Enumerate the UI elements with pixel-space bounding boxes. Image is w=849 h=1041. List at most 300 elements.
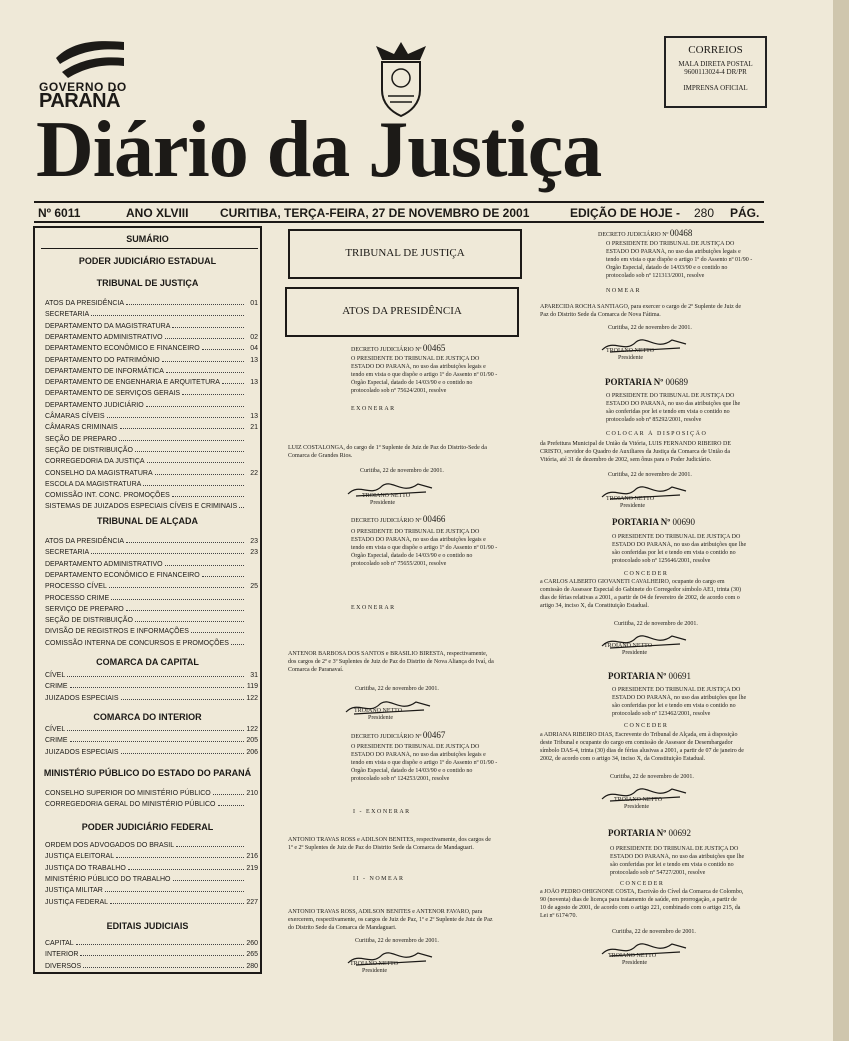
signer-name: TROIANO NETTO [362, 493, 411, 499]
decree-label: DECRETO JUDICIÁRIO Nº [351, 518, 422, 524]
text-line: são conferidas por lei e tendo em vista o contido no [612, 550, 736, 556]
summary-row-label: SECRETARIA [45, 311, 90, 319]
summary-row-label: DEPARTAMENTO DE ENGENHARIA E ARQUITETURA [45, 379, 220, 387]
text-line: da Prefeitura Municipal de União da Vitória, LUIS FERNANDO RIBEIRO DE [540, 441, 731, 447]
text-line: são conferidas por lei e tendo em vista o contido no [606, 409, 730, 415]
text-line: protocolado sob nº 75655/2001, resolve [351, 561, 447, 567]
section-capital: COMARCA DA CAPITAL [96, 657, 199, 667]
summary-row-leader [172, 492, 244, 497]
signer-name: TROIANO NETTO [608, 953, 657, 959]
summary-row-label: ATOS DA PRESIDÊNCIA [45, 538, 125, 545]
divider-bottom [34, 221, 764, 223]
summary-row [45, 379, 258, 386]
atos-header-text: ATOS DA PRESIDÊNCIA [342, 305, 462, 317]
text-line: Lei nº 6174/70. [540, 913, 578, 919]
summary-row-leader [121, 695, 244, 700]
summary-row-leader [105, 887, 244, 892]
text-line: O PRESIDENTE DO TRIBUNAL DE JUSTIÇA DO [351, 529, 480, 535]
summary-row-leader [126, 606, 244, 611]
summary-row [45, 300, 258, 307]
summary-row-leader [70, 683, 244, 688]
summary-row [45, 583, 258, 590]
text-line: Órgão Especial, datado de 14/03/90 e o contido no [606, 265, 728, 271]
summary-row-label: SEÇÃO DE PREPARO [45, 435, 117, 443]
summary-row [45, 801, 258, 808]
summary-row-page: 13 [250, 413, 258, 420]
decree-466-action: EXONERAR [351, 605, 396, 611]
summary-row-page: 206 [246, 748, 258, 756]
summary-row-leader [165, 334, 244, 339]
summary-row-page [246, 572, 258, 579]
text-line: artigo 34, inciso X, da Constituição Estadual. [540, 603, 649, 609]
summary-row [45, 606, 258, 613]
text-line: tendo em vista o que dispõe o artigo 1º do Assento nº 01/90 - [351, 545, 498, 551]
summary-row-page [246, 402, 258, 409]
summary-row [45, 561, 258, 568]
decree-468-title [598, 228, 692, 238]
summary-row-label: DEPARTAMENTO DO PATRIMÔNIO [45, 356, 160, 364]
summary-row [45, 334, 258, 341]
summary-rule [41, 248, 258, 249]
summary-row-leader [126, 300, 244, 305]
summary-row-page: 219 [246, 864, 258, 872]
summary-row-page [246, 503, 258, 510]
section-mp: MINISTÉRIO PÚBLICO DO ESTADO DO PARANÁ [43, 768, 252, 778]
text-line: APARECIDA ROCHA SANTIAGO, para exercer o cargo de 2º Suplente de Juiz de [540, 304, 741, 310]
summary-row [45, 865, 258, 872]
summary-row-page [246, 640, 258, 647]
portaria-label: PORTARIA Nº [608, 671, 667, 681]
text-line: O PRESIDENTE DO TRIBUNAL DE JUSTIÇA DO [351, 356, 480, 362]
summary-row-page: 23 [250, 549, 258, 557]
summary-row-label: DIVERSOS [45, 962, 82, 970]
summary-row-label: SEÇÃO DE DISTRIBUIÇÃO [45, 446, 133, 454]
summary-row [45, 390, 258, 397]
summary-row-label: DIVISÃO DE REGISTROS E INFORMAÇÕES [45, 628, 189, 636]
portaria-label: PORTARIA Nº [612, 517, 671, 527]
tribunal-header-text: TRIBUNAL DE JUSTIÇA [345, 247, 465, 259]
signer-name: TROIANO NETTO [606, 496, 655, 502]
text-line: a JOÃO PEDRO OHIGNONE COSTA, Escrivão do Cível da Comarca de Colombo, [540, 889, 744, 895]
summary-row-page: 210 [246, 790, 258, 797]
summary-row-label: CORREGEDORIA DA JUSTIÇA [45, 458, 145, 466]
issue-year: ANO XLVIII [126, 206, 189, 220]
page-count: 280 [694, 206, 715, 220]
text-line: do Distrito Sede da Comarca de Mandaguari. [288, 925, 397, 931]
sign-date: Curitiba, 22 de novembro de 2001. [355, 938, 439, 944]
text-line: ESTADO DO PARANÁ, no uso das atribuições legais e [351, 752, 486, 758]
summary-row-page: 23 [250, 538, 258, 545]
summary-row-label: INTERIOR [45, 951, 79, 959]
text-line: ESTADO DO PARANÁ, no uso das atribuições que lhe [612, 542, 747, 548]
summary-row-leader [120, 424, 244, 429]
summary-row-page [246, 887, 258, 894]
decree-468-action: NOMEAR [606, 288, 642, 294]
summary-row-label: CÂMARAS CRIMINAIS [45, 424, 118, 432]
correios-line-1: MALA DIRETA POSTAL [678, 60, 753, 68]
signer-name: TROIANO NETTO [354, 708, 403, 714]
text-line: ESTADO DO PARANÁ, no uso das atribuições legais e [351, 364, 486, 370]
correios-line-3: IMPRENSA OFICIAL [683, 84, 748, 92]
summary-row-page [246, 617, 258, 624]
signer-role: Presidente [624, 804, 649, 810]
summary-row-leader [146, 402, 244, 407]
portaria-689-title [605, 377, 688, 387]
text-line: O PRESIDENTE DO TRIBUNAL DE JUSTIÇA DO [612, 687, 741, 693]
summary-row-label: SECRETARIA [45, 549, 90, 557]
signer-name: TROIANO NETTO [350, 961, 399, 967]
summary-row-page: 122 [246, 694, 258, 702]
summary-row [45, 345, 258, 352]
portaria-number: 00689 [665, 377, 688, 387]
text-line: ANTENOR BARBOSA DOS SANTOS e BRASILIO BIRESTA, respectivamente, [288, 651, 488, 657]
summary-row-leader [147, 458, 244, 463]
summary-row-leader [182, 390, 244, 395]
summary-row-page: 04 [250, 345, 258, 353]
summary-row-page: 01 [250, 300, 258, 307]
summary-row [45, 842, 258, 849]
summary-row-leader [67, 672, 244, 677]
text-line: Vitória, até 31 de dezembro de 2002, sem ônus para o Poder Judiciário. [540, 457, 712, 463]
summary-row-page: 31 [250, 672, 258, 679]
portaria-692-title [608, 828, 691, 838]
summary-row-leader [191, 628, 244, 633]
summary-row [45, 368, 258, 375]
summary-row-label: DEPARTAMENTO DA MAGISTRATURA [45, 322, 171, 330]
summary-row-label: JUSTIÇA DO TRABALHO [45, 864, 126, 872]
summary-row-label: JUIZADOS ESPECIAIS [45, 694, 119, 702]
summary-row [45, 672, 258, 679]
summary-row [45, 617, 258, 624]
sign-date: Curitiba, 22 de novembro de 2001. [614, 621, 698, 627]
text-line: 1º e 2º Suplentes de Juiz de Paz do Distrito Sede da Comarca de Mandaguari. [288, 845, 474, 851]
decree-465-action: EXONERAR [351, 406, 396, 412]
signer-role: Presidente [622, 650, 647, 656]
section-tj: TRIBUNAL DE JUSTIÇA [96, 278, 199, 288]
summary-row-label: CRIME [45, 683, 68, 691]
summary-row-leader [222, 379, 244, 384]
portaria-690-title [612, 517, 695, 527]
summary-row [45, 951, 258, 958]
summary-row-page: 21 [250, 424, 258, 432]
text-line: Órgão Especial, datado de 14/03/90 e o contido no [351, 553, 473, 559]
text-line: 2002, de acordo com o artigo 34, inciso X, da Constituição Estadual. [540, 756, 706, 762]
summary-row [45, 899, 258, 906]
portaria-691-action: CONCEDER [624, 723, 669, 729]
portaria-number: 00691 [668, 671, 691, 681]
summary-row [45, 492, 258, 499]
summary-row-label: DEPARTAMENTO JUDICIÁRIO [45, 401, 144, 409]
summary-row-page: 119 [246, 683, 258, 691]
text-line: a ADRIANA RIBEIRO DIAS, Escrevente do Tribunal de Alçada, em à disposição [540, 732, 738, 738]
summary-row [45, 940, 258, 947]
summary-row [45, 726, 258, 733]
summary-title: SUMÁRIO [126, 234, 169, 244]
summary-row-label: SERVIÇO DE PREPARO [45, 605, 124, 613]
portaria-label: PORTARIA Nº [608, 828, 667, 838]
text-line: ESTADO DO PARANÁ, no uso das atribuições legais e [351, 537, 486, 543]
decree-467-action-1: I - EXONERAR [353, 809, 411, 815]
text-line: LUIZ COSTALONGA, do cargo de 1º Suplente de Juiz de Paz do Distrito-Sede da [288, 445, 487, 451]
signer-role: Presidente [362, 968, 387, 974]
portaria-689-action: COLOCAR À DISPOSIÇÃO [606, 431, 708, 437]
portaria-691-title [608, 671, 691, 681]
logo-text-top: GOVERNO DO [39, 80, 127, 94]
summary-row-label: CONSELHO SUPERIOR DO MINISTÉRIO PÚBLICO [45, 790, 211, 797]
text-line: protocolado sob nº 124253/2001, resolve [351, 776, 450, 782]
signer-role: Presidente [370, 500, 395, 506]
text-line: ESTADO DO PARANÁ, no uso das atribuições que lhe [612, 695, 747, 701]
signer-role: Presidente [618, 355, 643, 361]
summary-row [45, 853, 258, 860]
summary-row [45, 402, 258, 409]
summary-row-page [246, 481, 258, 488]
summary-row-leader [176, 842, 244, 847]
summary-row-page: 265 [246, 951, 258, 959]
summary-row-page: 13 [250, 356, 258, 364]
signer-role: Presidente [622, 960, 647, 966]
text-line: O PRESIDENTE DO TRIBUNAL DE JUSTIÇA DO [606, 241, 735, 247]
summary-row-label: CONSELHO DA MAGISTRATURA [45, 469, 153, 477]
summary-row-leader [135, 617, 244, 622]
summary-row-leader [162, 357, 244, 362]
signer-name: TROIANO NETTO [606, 348, 655, 354]
summary-row [45, 436, 258, 443]
summary-row-label: COMISSÃO INT. CONC. PROMOÇÕES [45, 492, 170, 500]
text-line: 10 de agosto de 2001, de acordo com o artigo 221, combinado com o artigo 215, da [540, 905, 741, 911]
decree-467-action-2: II - NOMEAR [353, 876, 405, 882]
text-line: Comarca de Grandes Rios. [288, 453, 353, 459]
summary-row-label: JUSTIÇA FEDERAL [45, 898, 109, 906]
summary-row-page: 25 [250, 583, 258, 591]
decree-465-title [351, 343, 445, 353]
summary-row-page [246, 492, 258, 499]
portaria-690-action: CONCEDER [624, 571, 669, 577]
summary-row-page [246, 606, 258, 613]
summary-row-leader [128, 865, 244, 870]
summary-row-page: 216 [246, 853, 258, 861]
summary-row-page: 13 [250, 379, 258, 387]
summary-row-leader [107, 413, 244, 418]
summary-row [45, 413, 258, 420]
summary-row [45, 572, 258, 579]
sign-date: Curitiba, 22 de novembro de 2001. [360, 468, 444, 474]
text-line: tendo em vista o que dispõe o artigo 1º do Assento nº 01/90 - [351, 372, 498, 378]
summary-row-page [246, 390, 258, 397]
summary-row-leader [126, 538, 244, 543]
text-line: símbolo DAS-4, trinta (30) dias de férias alusivas a 2001, a partir de 07 de janeiro de [540, 748, 744, 754]
summary-row-page [246, 458, 258, 465]
signer-role: Presidente [620, 503, 645, 509]
summary-row-leader [110, 899, 244, 904]
summary-row-page: 227 [246, 898, 258, 906]
summary-row-leader [218, 801, 245, 806]
text-line: protocolado sob nº 121313/2001, resolve [606, 273, 705, 279]
summary-row-page [246, 311, 258, 318]
section-ta: TRIBUNAL DE ALÇADA [97, 516, 198, 526]
text-line: protocolado sob nº 85292/2001, resolve [606, 417, 702, 423]
summary-row-label: SEÇÃO DE DISTRIBUIÇÃO [45, 617, 133, 625]
summary-row [45, 470, 258, 477]
summary-row-label: PROCESSO CÍVEL [45, 583, 107, 591]
decree-467-title [351, 730, 445, 740]
summary-row-label: DEPARTAMENTO ECONÔMICO E FINANCEIRO [45, 345, 200, 353]
summary-row-leader [91, 311, 244, 316]
section-federal: PODER JUDICIÁRIO FEDERAL [81, 822, 214, 832]
section-interior: COMARCA DO INTERIOR [93, 712, 202, 722]
correios-line-2: 9600113024-4 DR/PR [684, 68, 747, 76]
edition-label: EDIÇÃO DE HOJE - [570, 206, 681, 220]
summary-row-label: DEPARTAMENTO DE INFORMÁTICA [45, 367, 164, 375]
correios-stamp [664, 36, 767, 108]
text-line: protocolado sob nº 123462/2001, resolve [612, 711, 711, 717]
text-line: Órgão Especial, datado de 14/03/90 e o contido no [351, 768, 473, 774]
text-line: ESTADO DO PARANÁ, no uso das atribuições que lhe [606, 401, 741, 407]
summary-row-leader [239, 503, 244, 508]
decree-label: DECRETO JUDICIÁRIO Nº [598, 232, 669, 238]
summary-row-leader [173, 876, 244, 881]
sign-date: Curitiba, 22 de novembro de 2001. [608, 472, 692, 478]
signer-role: Presidente [368, 715, 393, 721]
summary-row [45, 503, 258, 510]
decree-label: DECRETO JUDICIÁRIO Nº [351, 347, 422, 353]
summary-row-label: CÂMARAS CÍVEIS [45, 413, 105, 420]
summary-row [45, 640, 258, 647]
text-line: 90 (noventa) dias de licença para tratamento de saúde, em prorrogação, a partir de [540, 897, 737, 903]
text-line: Órgão Especial, datado de 14/03/90 e o contido no [351, 380, 473, 386]
summary-row [45, 538, 258, 545]
sign-date: Curitiba, 22 de novembro de 2001. [612, 929, 696, 935]
text-line: Paz do Distrito Sede da Comarca de Nova Fátima. [540, 312, 661, 318]
summary-row-page: 205 [246, 737, 258, 745]
summary-row [45, 628, 258, 635]
issue-place-date: CURITIBA, TERÇA-FEIRA, 27 DE NOVEMBRO DE 2001 [220, 206, 530, 220]
summary-row [45, 311, 258, 318]
summary-row-page [246, 801, 258, 808]
summary-row-leader [143, 481, 244, 486]
summary-row [45, 481, 258, 488]
summary-row-leader [80, 951, 244, 956]
text-line: ANTONIO TRAVAS ROSS, ADILSON BENITES e ANTENOR FAVARO, para [288, 909, 483, 915]
decree-number: 00466 [422, 514, 446, 524]
summary-row-label: SISTEMAS DE JUIZADOS ESPECIAIS CÍVEIS E CRIMINAIS [45, 503, 238, 511]
decree-number: 00467 [422, 730, 446, 740]
masthead-title: Diário da Justiça [36, 106, 602, 194]
summary-row [45, 549, 258, 556]
summary-row-page [246, 447, 258, 454]
summary-row-label: ESCOLA DA MAGISTRATURA [45, 480, 142, 488]
summary-row-label: PROCESSO CRIME [45, 594, 110, 602]
text-line: tendo em vista o que dispõe o artigo 1º do Assento nº 01/90 - [606, 257, 753, 263]
summary-row-leader [116, 853, 244, 858]
summary-row-page [246, 842, 258, 849]
summary-row-leader [213, 790, 244, 795]
text-line: protocolado sob nº 75624/2001, resolve [351, 388, 447, 394]
text-line: O PRESIDENTE DO TRIBUNAL DE JUSTIÇA DO [351, 744, 480, 750]
text-line: tendo em vista o que dispõe o artigo 1º do Assento nº 01/90 - [351, 760, 498, 766]
divider-top [34, 201, 764, 203]
summary-row-label: JUSTIÇA MILITAR [45, 887, 103, 895]
portaria-number: 00692 [668, 828, 691, 838]
tribunal-header [288, 229, 522, 279]
summary-row-leader [202, 572, 244, 577]
summary-row-label: JUIZADOS ESPECIAIS [45, 748, 119, 756]
summary-row-label: MINISTÉRIO PÚBLICO DO TRABALHO [45, 875, 171, 883]
summary-row-leader [119, 436, 244, 441]
sign-date: Curitiba, 22 de novembro de 2001. [355, 686, 439, 692]
text-line: ANTONIO TRAVAS ROSS e ADILSON BENITES, respectivamente, dos cargos de [288, 837, 491, 843]
summary-row-label: CÍVEL [45, 726, 66, 733]
section-power-state: PODER JUDICIÁRIO ESTADUAL [78, 256, 217, 266]
summary-row-page [246, 368, 258, 375]
summary-row-page: 22 [250, 469, 258, 477]
summary-row-page [246, 436, 258, 443]
text-line: ESTADO DO PARANÁ, no uso das atribuições legais e [606, 249, 741, 255]
summary-row-page [246, 628, 258, 635]
text-line: O PRESIDENTE DO TRIBUNAL DE JUSTIÇA DO [610, 846, 739, 852]
portaria-label: PORTARIA Nº [605, 377, 664, 387]
summary-row-label: CAPITAL [45, 940, 74, 947]
text-line: O PRESIDENTE DO TRIBUNAL DE JUSTIÇA DO [606, 393, 735, 399]
summary-row-leader [121, 749, 244, 754]
summary-row-leader [165, 561, 244, 566]
signer-name: TROIANO NETTO [614, 797, 663, 803]
text-line: O PRESIDENTE DO TRIBUNAL DE JUSTIÇA DO [612, 534, 741, 540]
summary-row-leader [67, 726, 244, 731]
summary-row-leader [135, 447, 244, 452]
summary-row-label: CORREGEDORIA GERAL DO MINISTÉRIO PÚBLICO [45, 801, 216, 809]
text-line: comissão de Assessor Especial do Gabinete do Corregedor símbolo AE1, trinta (30) [540, 587, 741, 593]
summary-row-label: DEPARTAMENTO ADMINISTRATIVO [45, 560, 163, 568]
summary-row-leader [111, 595, 244, 600]
summary-row-page: 280 [246, 962, 258, 970]
summary-box [33, 226, 262, 974]
summary-row-leader [109, 583, 244, 588]
summary-row [45, 424, 258, 431]
summary-row-leader [166, 368, 244, 373]
text-line: a CARLOS ALBERTO GIOVANETI CAVALHEIRO, ocupante do cargo em [540, 579, 725, 585]
summary-row-leader [155, 470, 244, 475]
summary-row-label: DEPARTAMENTO ADMINISTRATIVO [45, 333, 163, 341]
summary-row-page [246, 561, 258, 568]
summary-row [45, 595, 258, 602]
summary-row-page [246, 595, 258, 602]
portaria-number: 00690 [672, 517, 695, 527]
summary-row-label: DEPARTAMENTO ECONÔMICO E FINANCEIRO [45, 571, 200, 579]
text-line: são conferidas por lei e tendo em vista o contido no [612, 703, 736, 709]
summary-row-page: 02 [250, 333, 258, 341]
summary-row-page: 122 [246, 726, 258, 733]
summary-row-label: ORDEM DOS ADVOGADOS DO BRASIL [45, 842, 175, 849]
parana-wave-logo-icon [54, 38, 126, 84]
summary-row [45, 737, 258, 744]
sign-date: Curitiba, 22 de novembro de 2001. [610, 774, 694, 780]
summary-row [45, 458, 258, 465]
page-edge [833, 0, 849, 1041]
summary-row-label: CRIME [45, 737, 68, 745]
summary-row-leader [83, 963, 244, 968]
summary-row [45, 790, 258, 797]
correios-title: CORREIOS [688, 44, 743, 56]
text-line: CRISTO, servidor do Quadro de Auxiliares da Justiça da Comarca de União da [540, 449, 731, 455]
summary-row-label: COMISSÃO INTERNA DE CONCURSOS E PROMOÇÕES [45, 639, 229, 647]
summary-row-label: ATOS DA PRESIDÊNCIA [45, 300, 125, 307]
decree-label: DECRETO JUDICIÁRIO Nº [351, 734, 422, 740]
atos-header [285, 287, 519, 337]
summary-row-leader [172, 323, 244, 328]
sign-date: Curitiba, 22 de novembro de 2001. [608, 325, 692, 331]
text-line: dos cargos de 2º e 3º Suplentes de Juiz de Paz do Distrito de Nova Aliança do Ivaí, da [288, 659, 494, 665]
